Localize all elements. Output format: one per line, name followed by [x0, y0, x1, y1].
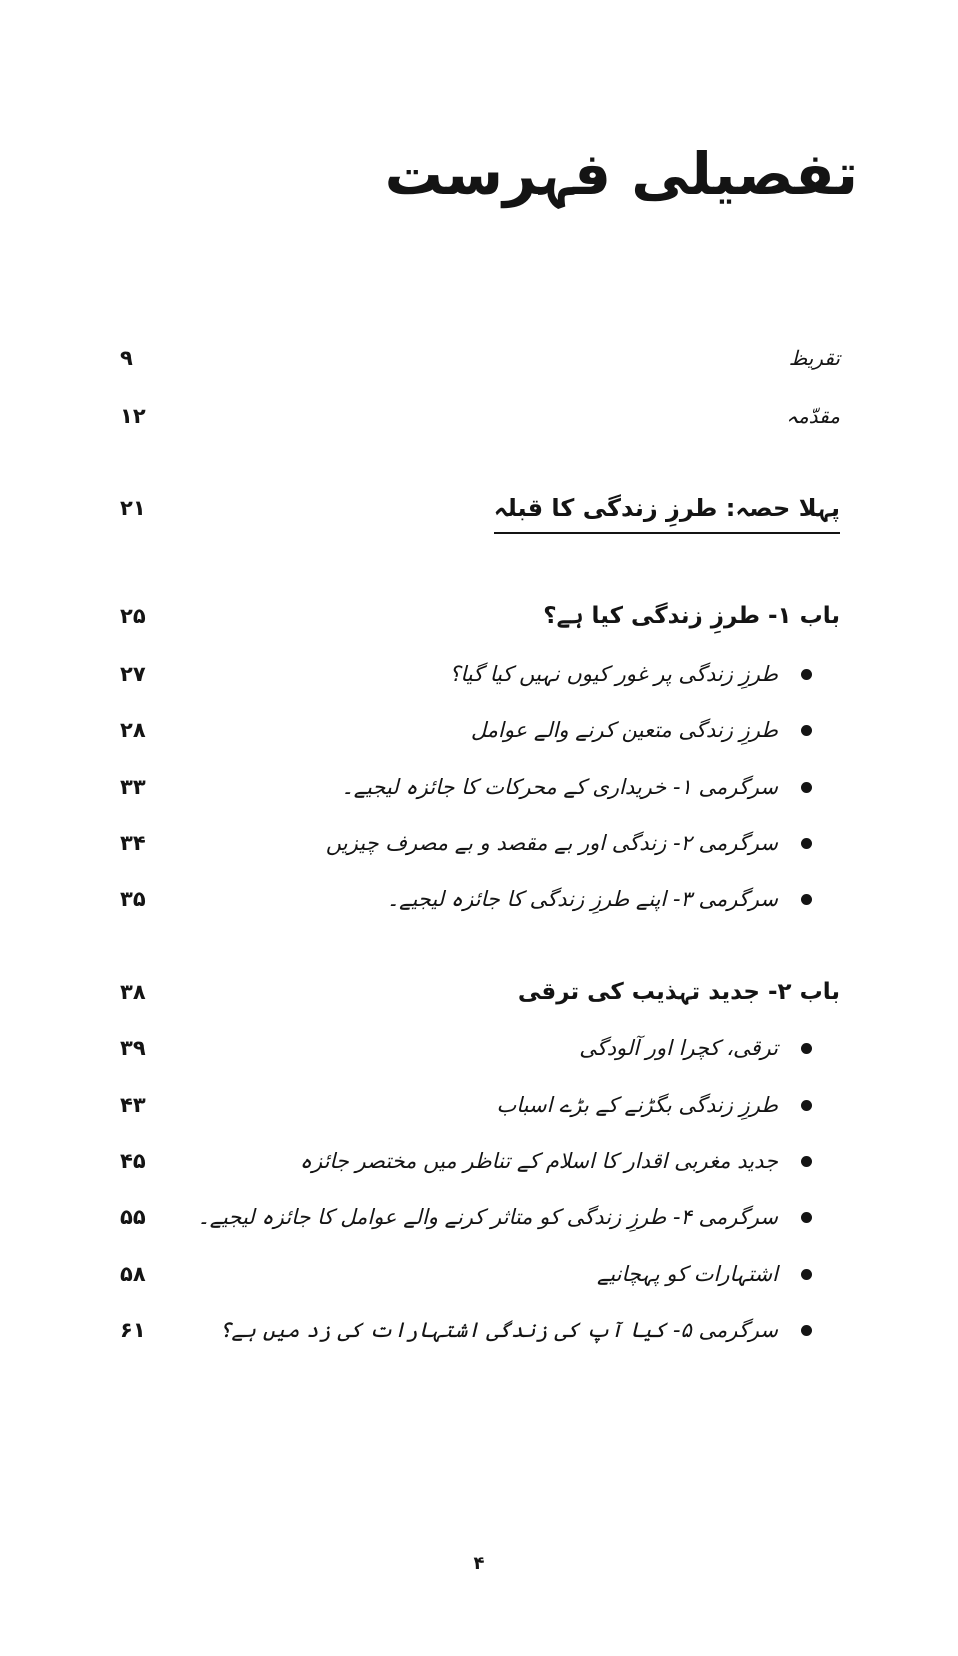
toc-subentry[interactable] [0, 1310, 958, 1350]
toc-page-number: ۳۴ [120, 831, 146, 855]
bullet-icon [801, 1325, 812, 1336]
toc-page-number: ۳۵ [120, 887, 146, 911]
toc-chapter-1[interactable] [0, 596, 958, 636]
toc-entry-text: طرزِ زندگی متعین کرنے والے عوامل [470, 718, 778, 742]
bullet-icon [801, 782, 812, 793]
toc-entry-foreword[interactable] [0, 338, 958, 378]
toc-page-number: ۲۱ [120, 496, 146, 520]
bullet-icon [801, 669, 812, 680]
toc-entry-text: مقدّمہ [786, 404, 840, 428]
toc-entry-text: طرزِ زندگی بگڑنے کے بڑے اسباب [496, 1093, 778, 1117]
toc-entry-text: سرگرمی ۱- خریداری کے محرکات کا جائزہ لیجیے۔ [341, 775, 778, 799]
toc-subentry[interactable] [0, 1141, 958, 1181]
bullet-icon [801, 1100, 812, 1111]
toc-page-number: ۳۸ [120, 980, 146, 1004]
toc-entry-text: سرگرمی ۵- کیا آپ کی زندگی اشتہارات کی زد میں ہے؟ [219, 1318, 778, 1342]
bullet-icon [801, 1156, 812, 1167]
page-title: تفصیلی فہرست [384, 140, 858, 208]
toc-entry-text: جدید مغربی اقدار کا اسلام کے تناظر میں مختصر جائزہ [299, 1149, 778, 1173]
bullet-icon [801, 725, 812, 736]
toc-page-number: ۳۳ [120, 775, 146, 799]
toc-subentry[interactable] [0, 1197, 958, 1237]
toc-page-number: ۶۱ [120, 1318, 146, 1342]
toc-page-number: ۲۷ [120, 662, 146, 686]
bullet-icon [801, 1212, 812, 1223]
toc-part-1[interactable] [0, 488, 958, 528]
toc-entry-introduction[interactable] [0, 396, 958, 436]
toc-part-heading: پہلا حصہ: طرزِ زندگی کا قبلہ [494, 488, 840, 534]
toc-page-number: ۵۵ [120, 1205, 146, 1229]
toc-subentry[interactable] [0, 654, 958, 694]
toc-entry-text: اشتہارات کو پہچانیے [596, 1262, 778, 1286]
toc-entry-text: سرگرمی ۲- زندگی اور بے مقصد و بے مصرف چیزیں [325, 831, 778, 855]
toc-entry-text: سرگرمی ۳- اپنے طرزِ زندگی کا جائزہ لیجیے۔ [386, 887, 778, 911]
toc-subentry[interactable] [0, 767, 958, 807]
toc-subentry[interactable] [0, 1254, 958, 1294]
toc-page-number: ۵۸ [120, 1262, 146, 1286]
toc-page-number: ۹ [120, 346, 133, 370]
toc-page-number: ۱۲ [120, 404, 146, 428]
toc-page-number: ۴۳ [120, 1093, 146, 1117]
toc-entry-text: ترقی، کچرا اور آلودگی [579, 1036, 778, 1060]
page-number: ۴ [473, 1553, 485, 1574]
toc-page-number: ۲۵ [120, 604, 146, 628]
toc-page-number: ۴۵ [120, 1149, 146, 1173]
bullet-icon [801, 838, 812, 849]
toc-entry-text: سرگرمی ۴- طرزِ زندگی کو متاثر کرنے والے عوامل کا جائزہ لیجیے۔ [197, 1205, 778, 1229]
bullet-icon [801, 894, 812, 905]
toc-subentry[interactable] [0, 879, 958, 919]
bullet-icon [801, 1043, 812, 1054]
toc-chapter-2[interactable] [0, 972, 958, 1012]
toc-page-number: ۲۸ [120, 718, 146, 742]
toc-subentry[interactable] [0, 1085, 958, 1125]
toc-subentry[interactable] [0, 1028, 958, 1068]
toc-page-number: ۳۹ [120, 1036, 146, 1060]
bullet-icon [801, 1269, 812, 1280]
toc-chapter-heading: باب ۲- جدید تہذیب کی ترقی [517, 979, 840, 1005]
toc-entry-text: طرزِ زندگی پر غور کیوں نہیں کیا گیا؟ [449, 662, 778, 686]
toc-entry-text: تقریظ [788, 346, 840, 370]
toc-subentry[interactable] [0, 710, 958, 750]
toc-chapter-heading: باب ۱- طرزِ زندگی کیا ہے؟ [543, 603, 840, 629]
toc-subentry[interactable] [0, 823, 958, 863]
